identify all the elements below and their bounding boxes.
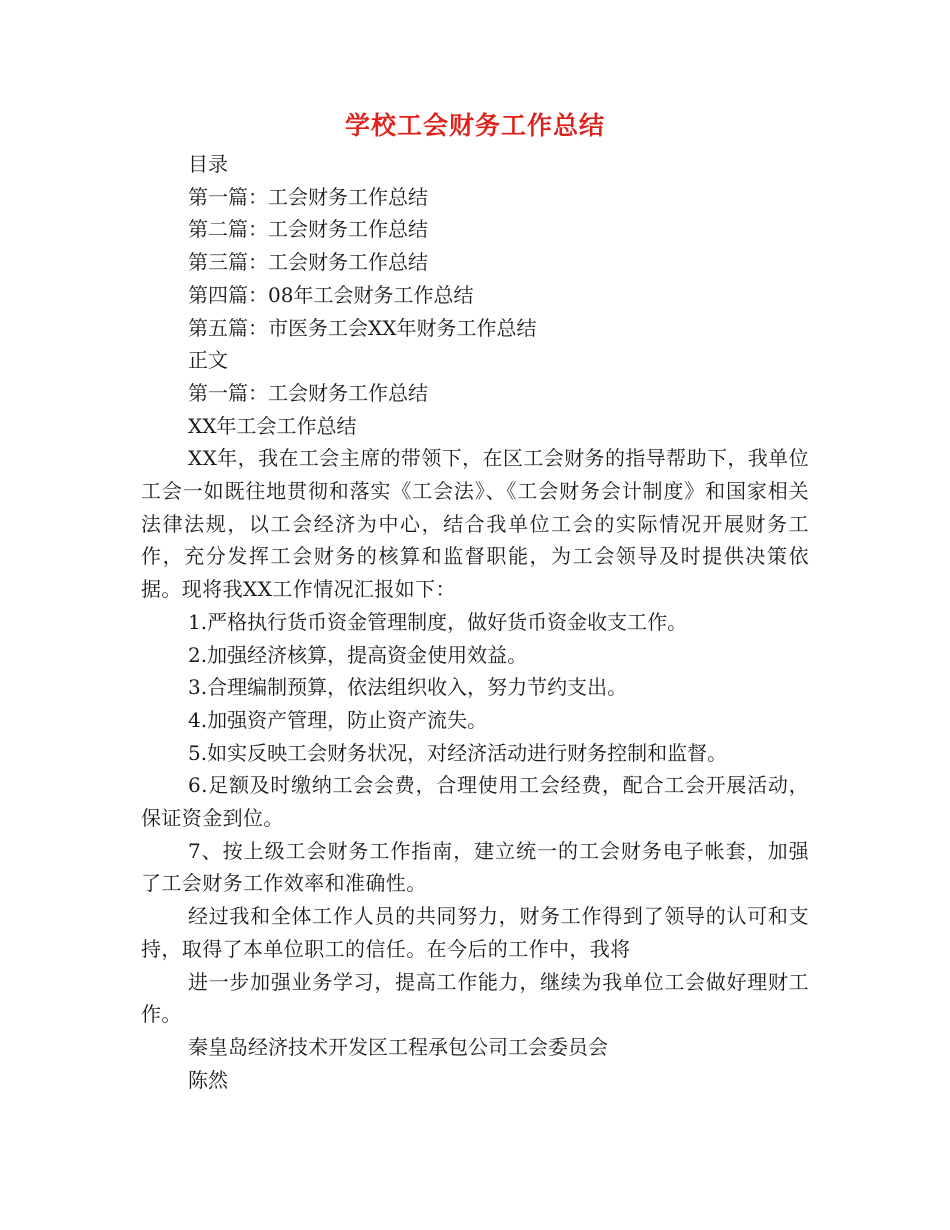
main-heading: 正文 (188, 348, 228, 373)
document-title: 学校工会财务工作总结 (344, 111, 605, 140)
article-title: 第一篇：工会财务工作总结 (188, 380, 428, 405)
list-item-4: 4.加强资产管理，防止资产流失。 (188, 707, 488, 732)
list-item-5: 5.如实反映工会财务状况，对经济活动进行财务控制和监督。 (188, 740, 728, 765)
list-item-3: 3.合理编制预算，依法组织收入，努力节约支出。 (188, 675, 628, 700)
article-subtitle: XX年工会工作总结 (188, 413, 357, 438)
signature-organization: 秦皇岛经济技术开发区工程承包公司工会委员会 (188, 1034, 608, 1059)
list-item-7: 7、按上级工会财务工作指南，建立统一的工会财务电子帐套，加强了工会财务工作效率和准确性。 (141, 838, 809, 896)
list-item-2: 2.加强经济核算，提高资金使用效益。 (188, 642, 528, 667)
conclusion-paragraph-1: 经过我和全体工作人员的共同努力，财务工作得到了领导的认可和支持，取得了本单位职工的信任。在今后的工作中，我将 (141, 904, 809, 961)
toc-item-4: 第四篇：08年工会财务工作总结 (188, 282, 474, 307)
toc-item-3: 第三篇：工会财务工作总结 (188, 250, 428, 275)
list-item-6: 6.足额及时缴纳工会会费，合理使用工会经费，配合工会开展活动，保证资金到位。 (141, 773, 809, 831)
document-body (141, 148, 809, 1096)
toc-item-2: 第二篇：工会财务工作总结 (188, 217, 428, 242)
intro-paragraph: XX年，我在工会主席的带领下，在区工会财务的指导帮助下，我单位工会一如既往地贯彻和落实《工会法》、《工会财务会计制度》和国家相关法律法规，以工会经济为中心，结合我单位工会的实际情况开展财务工作，充分发挥工会财务的核算和监督职能，为工会领导及时提供决策依据。现将我XX工作情况汇报如下： (141, 446, 809, 602)
signature-name: 陈然 (188, 1067, 228, 1092)
toc-item-5: 第五篇：市医务工会XX年财务工作总结 (188, 315, 537, 340)
toc-heading: 目录 (188, 152, 228, 176)
conclusion-paragraph-2: 进一步加强业务学习，提高工作能力，继续为我单位工会做好理财工作。 (141, 969, 809, 1027)
toc-item-1: 第一篇：工会财务工作总结 (188, 184, 428, 209)
list-item-1: 1.严格执行货币资金管理制度，做好货币资金收支工作。 (188, 609, 688, 634)
